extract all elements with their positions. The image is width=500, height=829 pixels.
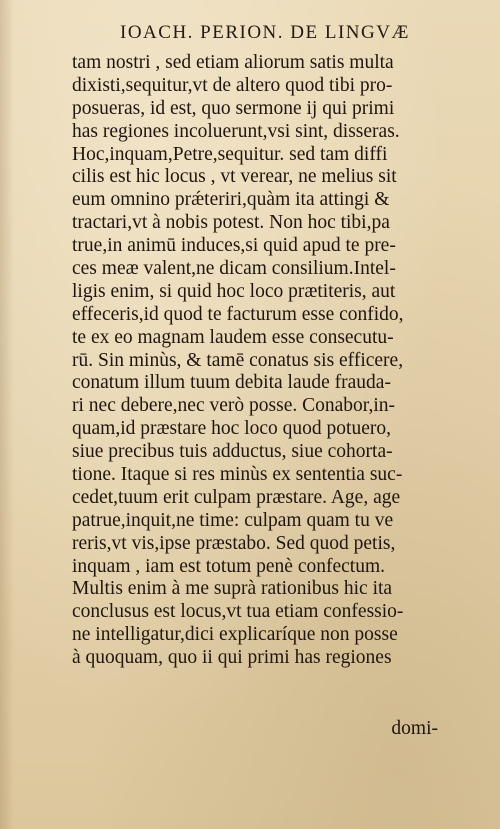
text-line: reris,vt vis,ipse præstabo. Sed quod petis,	[72, 532, 396, 554]
text-line: posueras, id est, quo sermone ij qui primi	[72, 97, 395, 119]
text-line: eum omnino prǽteriri,quàm ita attingi &	[72, 189, 390, 211]
text-line: rū. Sin minùs, & tamē conatus sis efficere,	[72, 349, 404, 371]
text-line: siue precibus tuis adductus, siue cohorta-	[72, 441, 393, 463]
text-line: ri nec debere,nec verò posse. Conabor,in-	[72, 395, 396, 417]
text-line: à quoquam, quo ii qui primi has regiones	[72, 647, 392, 669]
text-line: has regiones incoluerunt,vsi sint, disseras.	[72, 120, 400, 142]
text-line: conclusus est locus,vt tua etiam confessio-	[72, 601, 404, 623]
text-line: Multis enim à me suprà rationibus hic ita	[72, 578, 393, 600]
text-line: quam,id præstare hoc loco quod potuero,	[72, 418, 391, 440]
text-line: inquam , iam est totum penè confectum.	[72, 555, 385, 577]
text-line: ne intelligatur,dici explicaríque non posse	[72, 624, 398, 646]
text-line: tam nostri , sed etiam aliorum satis multa	[72, 52, 394, 73]
text-line: te ex eo magnam laudem esse consecutu-	[72, 326, 394, 348]
text-line: ligis enim, si quid hoc loco prætiteris, aut	[72, 280, 396, 302]
text-line: effeceris,id quod te facturum esse confido,	[72, 303, 404, 325]
text-line: tione. Itaque si res minùs ex sententia suc-	[72, 464, 403, 486]
catchword: domi-	[391, 718, 438, 739]
text-line: dixisti,sequitur,vt de altero quod tibi pro-	[72, 74, 393, 96]
text-line: conatum illum tuum debita laude frauda-	[72, 372, 391, 394]
text-line: patrue,inquit,ne time: culpam quam tu ve	[72, 509, 394, 531]
text-line: tractari,vt à nobis potest. Non hoc tibi,pa	[72, 212, 390, 234]
text-line: ces meæ valent,ne dicam consilium.Intel-	[72, 258, 396, 280]
text-line: true,in animū induces,si quid apud te pre-	[72, 235, 396, 257]
text-line: cedet,tuum erit culpam præstare. Age, age	[72, 486, 401, 508]
body-text	[72, 52, 458, 670]
text-line: Hoc,inquam,Petre,sequitur. sed tam diffi	[72, 143, 388, 165]
running-header: IOACH. PERION. DE LINGVÆ	[120, 22, 410, 43]
page-gutter-shadow	[0, 0, 14, 829]
text-line: cilis est hic locus , vt verear, ne melius sit	[72, 166, 397, 188]
